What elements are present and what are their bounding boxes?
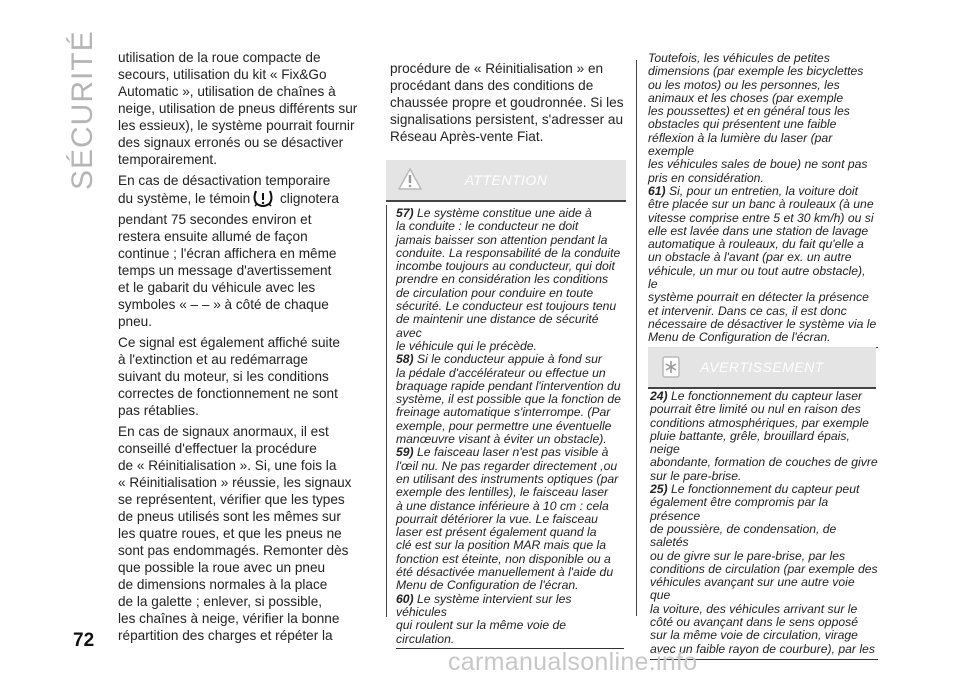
avertissement-notes (650, 390, 878, 660)
note-item: 60) Le système intervient sur les véhicules qui roulent sur la même voie de circulation. (396, 591, 572, 646)
avertissement-label: AVERTISSEMENT (700, 359, 824, 375)
attention-notes (396, 207, 624, 649)
watermark: carmanualsonline.info (448, 648, 698, 676)
column-divider (636, 60, 637, 616)
note-continuation: Toutefois, les véhicules de petites dimensions (par exemple les bicyclettes ou les motos) ou les personnes, les animaux et les choses (par exemple les poussettes) et en général tous les obstacles qui présentent une faible réflexion à la lumière du laser (par exemple les véhicules sales de boue) ne sont pas pris en considération. (648, 51, 868, 185)
column-2 (390, 60, 625, 145)
column-1 (118, 49, 378, 644)
note-item: 24) Le fonctionnement du capteur laser pourrait être limité ou nul en raison des conditions atmosphériques, par exemple pluie battante, grêle, brouillard épais, neige abondante, formation de couches de givre sur le pare-brise. (650, 389, 878, 483)
paragraph: Ce signal est également affiché suite à l'extinction et au redémarrage suivant du moteur, si les conditions correctes de fonctionnement ne sont pas rétablies. (118, 335, 340, 418)
note-item: 58) Si le conducteur appuie à fond sur la pédale d'accélérateur ou effectue un braquage rapide pendant l'intervention du système, il est possible que la fonction de freinage automatique s'interrompe. (Par exemple, pour permettre une éventuelle manœuvre visant à éviter un obstacle). (396, 352, 621, 447)
paragraph: utilisation de la roue compacte de secours, utilisation du kit « Fix&Go Automatic », utilisation de chaînes à neige, utilisation de pneus différents sur les essieux), le système pourrait fournir des signaux erronés ou se désactiver temporairement. (118, 50, 358, 167)
paragraph: procédure de « Réinitialisation » en procédant dans des conditions de chaussée propre et goudronnée. Si les signalisations persistent, s'adresser au Réseau Après-vente Fiat. (390, 61, 624, 144)
avertissement-banner (648, 347, 876, 389)
column-divider (386, 205, 387, 617)
section-title-vertical (66, 30, 106, 190)
attention-banner (386, 160, 626, 202)
column-3-continued-notes (648, 52, 878, 348)
page-number: 72 (73, 630, 95, 651)
note-item: 57) Le système constitue une aide à la conduite : le conducteur ne doit jamais baisser son attention pendant la conduite. La responsabilité de la conduite incombe toujours au conducteur, qui doit prendre en considération les conditions de circulation pour conduire en toute sécurité. Le conducteur est toujours tenu de maintenir une distance de sécurité avec le véhicule qui le précède. (396, 206, 621, 353)
paragraph: En cas de désactivation temporaire du système, le témoin clignotera pendant 75 secondes environ et restera ensuite allumé de façon continue ; l'écran affichera en même temps un message d'avertissement et le gabarit du véhicule avec les symboles « – – » à côté de chaque pneu. (118, 173, 339, 329)
note-item: 61) Si, pour un entretien, la voiture doit être placée sur un banc à rouleaux (à une vitesse comprise entre 5 et 30 km/h) ou si elle est lavée dans une station de lavage automatique à rouleaux, du fait qu'elle a un obstacle à l'avant (par ex. un autre véhicule, un mur ou tout autre obstacle), le système pourrait en détecter la présence et intervenir. Dans ce cas, il est donc nécessaire de désactiver le système via le Menu de Configuration de l'écran. (648, 183, 877, 345)
tpms-warning-icon (252, 189, 274, 211)
paragraph: En cas de signaux anormaux, il est conseillé d'effectuer la procédure de « Réinitialisation ». Si, une fois la « Réinitialisation » réussie, les signaux se représentent, vérifier que les types de pneus utilisés sont les mêmes sur les quatre roues, et que les pneus ne sont pas endommagés. Remonter dès que possible la roue avec un pneu de dimensions normales à la place de la galette ; enlever, si possible, les chaînes à neige, vérifier la bonne répartition des charges et répéter la (118, 424, 352, 643)
note-item: 59) Le faisceau laser n'est pas visible à l'œil nu. Ne pas regarder directement ,ou en utilisant des instruments optiques (par exemple des lentilles), le faisceau laser à une distance inférieure à 10 cm : cela pourrait détériorer la vue. Le faisceau laser est présent également quand la clé est sur la position MAR mais que la fonction est éteinte, non disponible ou a été désactivée manuellement à l'aide du Menu de Configuration de l'écran. (396, 445, 619, 593)
section-title-text: SÉCURITÉ (66, 30, 99, 190)
attention-label: ATTENTION (464, 172, 548, 188)
note-item: 25) Le fonctionnement du capteur peut également être compromis par la présence de poussière, de condensation, de saletés ou de givre sur le pare-brise, par les conditions de circulation (par exemple des véhicules avançant sur une autre voie que la voiture, des véhicules arrivant sur le côté ou avançant dans le sens opposé sur la même voie de circulation, virage avec un faible rayon de courbure), par les (650, 482, 878, 656)
